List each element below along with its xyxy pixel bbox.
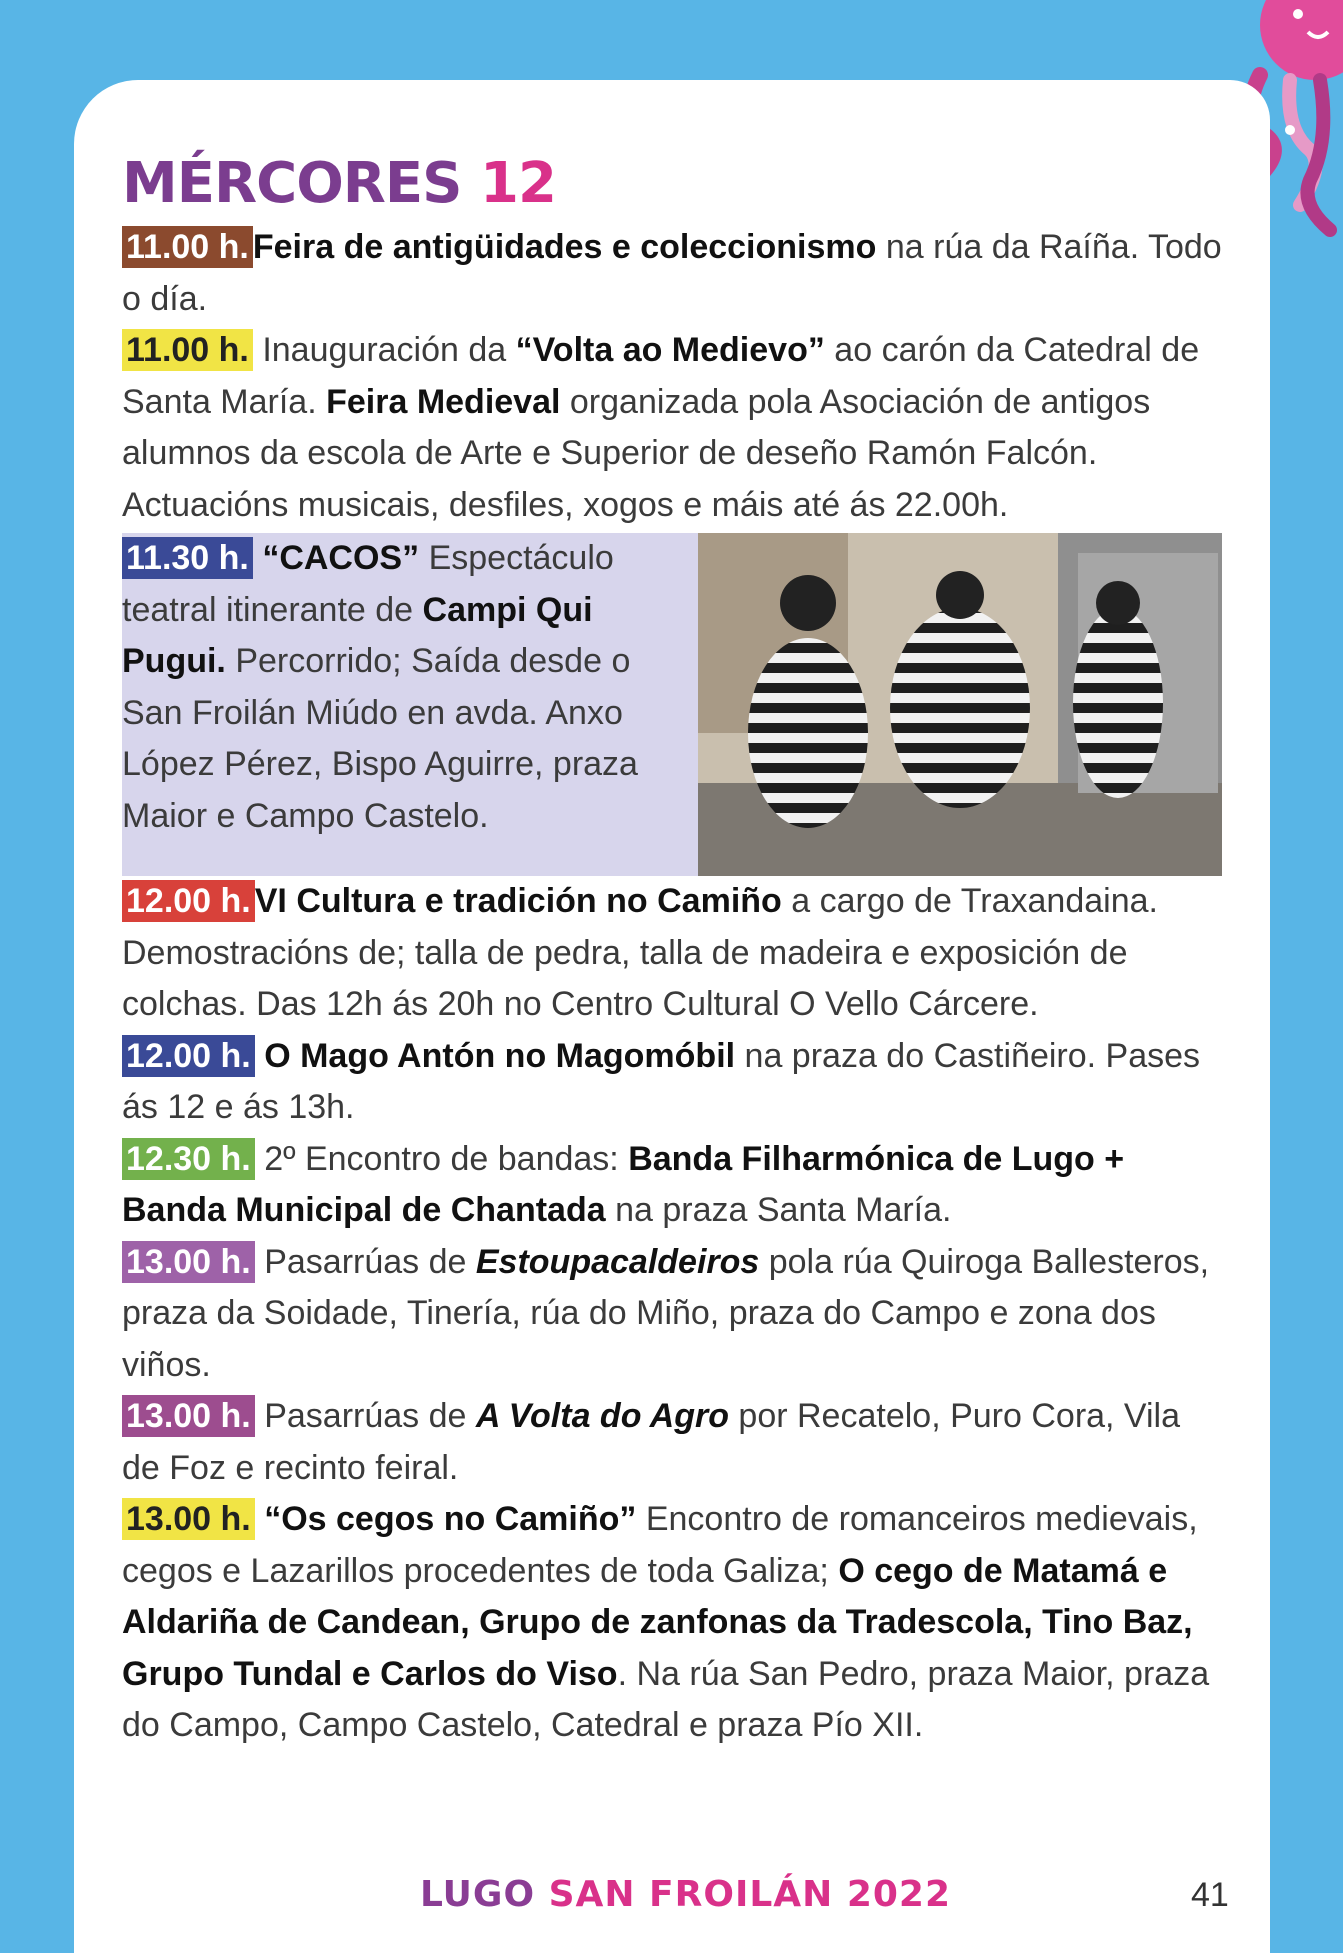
event-title: Estoupacaldeiros: [475, 1242, 760, 1281]
event-title: Banda Filharmónica de Lugo + Banda Municipal de Chantada: [122, 1139, 1125, 1229]
event-item: [122, 1134, 1227, 1237]
page-number: 41: [1191, 1876, 1229, 1914]
event-description: a cargo de Traxandaina. Demostracións de; talla de pedra, talla de madeira e exposición de colchas. Das 12h ás 20h no Centro Cultural O Vello Cárcere.: [122, 882, 1158, 1023]
photo-illustration: [698, 533, 1222, 876]
day-title: [122, 152, 1227, 218]
event-description: pola rúa Quiroga Ballesteros, praza da Soidade, Tinería, rúa do Miño, praza do Campo e zona dos viños.: [122, 1242, 1210, 1384]
event-description: na praza do Castiñeiro. Pases ás 12 e ás 13h.: [122, 1036, 1201, 1126]
event-description: na rúa da Raíña. Todo o día.: [122, 228, 1222, 318]
event-title: A Volta do Agro: [475, 1397, 729, 1435]
event-description: ao carón da Catedral de Santa María.: [122, 331, 1200, 421]
event-description: organizada pola Asociación de antigos alumnos da escola de Arte e Superior de deseño Ramón Falcón. Actuacións musicais, desfiles, xogos e máis até ás 22.00h.: [122, 382, 1151, 524]
day-number: 12: [480, 151, 556, 216]
event-time: 13.00 h.: [122, 1395, 255, 1437]
event-description: por Recatelo, Puro Cora, Vila de Foz e recinto feiral.: [122, 1397, 1181, 1487]
event-time: 11.30 h.: [122, 537, 253, 579]
event-title: “Os cegos no Camiño”: [264, 1500, 637, 1538]
event-title: “CACOS”: [262, 539, 420, 577]
event-description: na praza Santa María.: [605, 1191, 952, 1229]
event-item: [122, 1237, 1227, 1392]
event-item: [122, 325, 1227, 531]
event-description: Pasarrúas de: [254, 1242, 476, 1281]
event-title: VI Cultura e tradición no Camiño: [254, 882, 782, 920]
event-description: 2º Encontro de bandas:: [254, 1139, 629, 1178]
event-description: Encontro de romanceiros medievais, cegos e Lazarillos procedentes de toda Galiza;: [122, 1500, 1198, 1590]
event-item: [122, 1494, 1227, 1752]
event-title: Campi Qui Pugui.: [122, 590, 593, 680]
event-time: 13.00 h.: [122, 1498, 255, 1540]
event-description: Pasarrúas de: [254, 1397, 476, 1435]
event-time: 11.00 h.: [122, 329, 253, 371]
event-time: 11.00 h.: [122, 226, 253, 268]
event-description: Espectáculo teatral itinerante de: [122, 539, 614, 629]
event-time: 12.00 h.: [122, 880, 255, 922]
event-time: 12.00 h.: [122, 1035, 255, 1077]
footer-title-lugo: LUGO: [420, 1874, 536, 1915]
footer-title-rest: SAN FROILÁN 2022: [548, 1874, 952, 1915]
event-item: [122, 222, 1227, 325]
day-name: MÉRCORES: [122, 151, 462, 216]
street-performers-photo: [698, 533, 1222, 876]
event-description: Inauguración da: [252, 331, 516, 369]
event-title: O Mago Antón no Magomóbil: [264, 1036, 736, 1075]
event-title: “Volta ao Medievo”: [515, 331, 825, 369]
event-title: Feira de antigüidades e coleccionismo: [252, 228, 877, 266]
event-item: [122, 876, 1227, 1031]
event-time: 13.00 h.: [122, 1241, 255, 1283]
event-item: [122, 1031, 1227, 1134]
event-time: 12.30 h.: [122, 1138, 255, 1180]
schedule: [122, 152, 1227, 1752]
event-item: [122, 533, 662, 842]
footer-title: [420, 1874, 951, 1915]
event-description: Percorrido; Saída desde o San Froilán Miúdo en avda. Anxo López Pérez, Bispo Aguirre, praza Maior e Campo Castelo.: [122, 642, 638, 835]
featured-event: [122, 533, 1227, 876]
event-title: O cego de Matamá e Aldariña de Candean, Grupo de zanfonas da Tradescola, Tino Baz, Grupo Tundal e Carlos do Viso: [122, 1551, 1193, 1693]
event-item: [122, 1391, 1227, 1494]
event-title: Feira Medieval: [326, 382, 561, 421]
event-description: . Na rúa San Pedro, praza Maior, praza do Campo, Campo Castelo, Catedral e praza Pío XII.: [122, 1654, 1210, 1744]
